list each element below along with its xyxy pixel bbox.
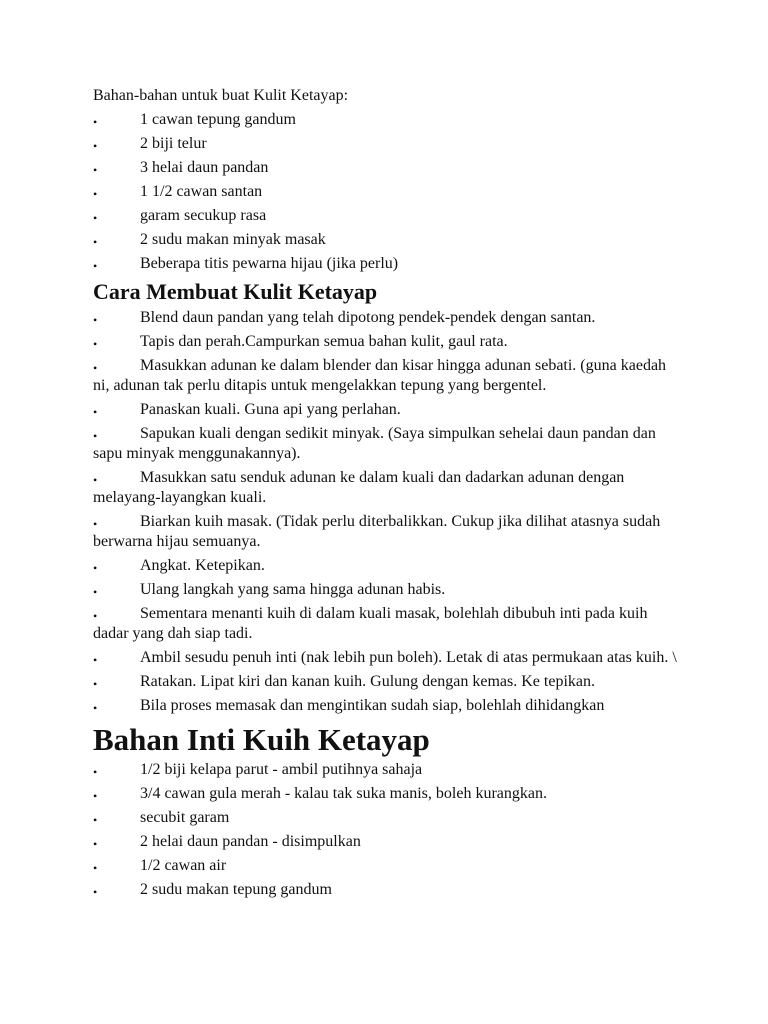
list-item-text: 3 helai daun pandan — [140, 159, 269, 176]
bullet-marker: • — [93, 259, 98, 273]
bullet-marker: • — [93, 313, 98, 327]
list-item-text: 1/2 cawan air — [140, 857, 227, 874]
inti-ingredient-item — [93, 856, 683, 876]
kulit-ingredient-item — [93, 182, 683, 202]
inti-ingredient-item — [93, 808, 683, 828]
cara-step-item — [93, 672, 683, 692]
recipe-document — [93, 86, 683, 904]
cara-step-item — [93, 356, 683, 396]
list-item-text: garam secukup rasa — [140, 207, 267, 224]
bullet-marker: • — [93, 609, 98, 623]
list-item-text: Sapukan kuali dengan sedikit minyak. (Saya simpulkan sehelai daun pandan dan sapu minyak menggunakannya). — [93, 425, 656, 462]
list-item-text: Ratakan. Lipat kiri dan kanan kuih. Gulung dengan kemas. Ke tepikan. — [140, 673, 595, 690]
bullet-marker: • — [93, 337, 98, 351]
bahan-inti-heading: Bahan Inti Kuih Ketayap — [93, 722, 430, 757]
bullet-marker: • — [93, 517, 98, 531]
list-item-text: Tapis dan perah.Campurkan semua bahan kulit, gaul rata. — [140, 333, 508, 350]
list-item-text: 1/2 biji kelapa parut - ambil putihnya sahaja — [140, 761, 423, 778]
bullet-marker: • — [93, 115, 98, 129]
list-item-text: 2 biji telur — [140, 135, 207, 152]
bullet-marker: • — [93, 211, 98, 225]
cara-step-item — [93, 308, 683, 328]
kulit-ingredient-item — [93, 254, 683, 274]
list-item-text: secubit garam — [140, 809, 230, 826]
list-item-text: Beberapa titis pewarna hijau (jika perlu) — [140, 255, 399, 272]
cara-step-item — [93, 468, 683, 508]
list-item-text: Ambil sesudu penuh inti (nak lebih pun boleh). Letak di atas permukaan atas kuih. \ — [140, 649, 677, 666]
kulit-ingredient-item — [93, 206, 683, 226]
list-item-text: Ulang langkah yang sama hingga adunan habis. — [140, 581, 446, 598]
bullet-marker: • — [93, 861, 98, 875]
list-item-text: Panaskan kuali. Guna api yang perlahan. — [140, 401, 401, 418]
bullet-marker: • — [93, 885, 98, 899]
list-item-text: Blend daun pandan yang telah dipotong pendek-pendek dengan santan. — [140, 309, 596, 326]
cara-steps-list — [93, 308, 683, 716]
list-item-text: Angkat. Ketepikan. — [140, 557, 265, 574]
bullet-marker: • — [93, 789, 98, 803]
bullet-marker: • — [93, 163, 98, 177]
kulit-ingredients-list — [93, 110, 683, 274]
kulit-ingredient-item — [93, 134, 683, 154]
bullet-marker: • — [93, 813, 98, 827]
inti-ingredients-list — [93, 760, 683, 900]
bullet-marker: • — [93, 677, 98, 691]
list-item-text: Masukkan adunan ke dalam blender dan kisar hingga adunan sebati. (guna kaedah ni, adunan tak perlu ditapis untuk mengelakkan tepung yang bergentel. — [93, 357, 667, 394]
bullet-marker: • — [93, 361, 98, 375]
bullet-marker: • — [93, 561, 98, 575]
bullet-marker: • — [93, 473, 98, 487]
cara-step-item — [93, 696, 683, 716]
bullet-marker: • — [93, 139, 98, 153]
inti-ingredient-item — [93, 784, 683, 804]
cara-membuat-heading: Cara Membuat Kulit Ketayap — [93, 279, 378, 304]
list-item-text: Sementara menanti kuih di dalam kuali masak, bolehlah dibubuh inti pada kuih dadar yang dah siap tadi. — [93, 605, 648, 642]
cara-step-item — [93, 512, 683, 552]
inti-ingredient-item — [93, 832, 683, 852]
list-item-text: Biarkan kuih masak. (Tidak perlu diterbalikkan. Cukup jika dilihat atasnya sudah berwarna hijau semuanya. — [93, 513, 661, 550]
cara-step-item — [93, 580, 683, 600]
cara-step-item — [93, 648, 683, 668]
list-item-text: 2 sudu makan tepung gandum — [140, 881, 332, 898]
kulit-ingredient-item — [93, 110, 683, 130]
kulit-ingredient-item — [93, 230, 683, 250]
list-item-text: Masukkan satu senduk adunan ke dalam kuali dan dadarkan adunan dengan melayang-layangkan kuali. — [93, 469, 625, 506]
bullet-marker: • — [93, 765, 98, 779]
cara-step-item — [93, 604, 683, 644]
list-item-text: Bila proses memasak dan mengintikan sudah siap, bolehlah dihidangkan — [140, 697, 605, 714]
bullet-marker: • — [93, 653, 98, 667]
bullet-marker: • — [93, 837, 98, 851]
list-item-text: 1 cawan tepung gandum — [140, 111, 296, 128]
cara-step-item — [93, 424, 683, 464]
bullet-marker: • — [93, 701, 98, 715]
cara-step-item — [93, 556, 683, 576]
bullet-marker: • — [93, 405, 98, 419]
inti-ingredient-item — [93, 880, 683, 900]
bullet-marker: • — [93, 187, 98, 201]
kulit-ingredients-intro: Bahan-bahan untuk buat Kulit Ketayap: — [93, 87, 349, 104]
bullet-marker: • — [93, 585, 98, 599]
list-item-text: 2 sudu makan minyak masak — [140, 231, 326, 248]
cara-step-item — [93, 400, 683, 420]
kulit-ingredient-item — [93, 158, 683, 178]
cara-step-item — [93, 332, 683, 352]
list-item-text: 1 1/2 cawan santan — [140, 183, 263, 200]
list-item-text: 2 helai daun pandan - disimpulkan — [140, 833, 361, 850]
inti-ingredient-item — [93, 760, 683, 780]
bullet-marker: • — [93, 235, 98, 249]
bullet-marker: • — [93, 429, 98, 443]
list-item-text: 3/4 cawan gula merah - kalau tak suka manis, boleh kurangkan. — [140, 785, 547, 802]
